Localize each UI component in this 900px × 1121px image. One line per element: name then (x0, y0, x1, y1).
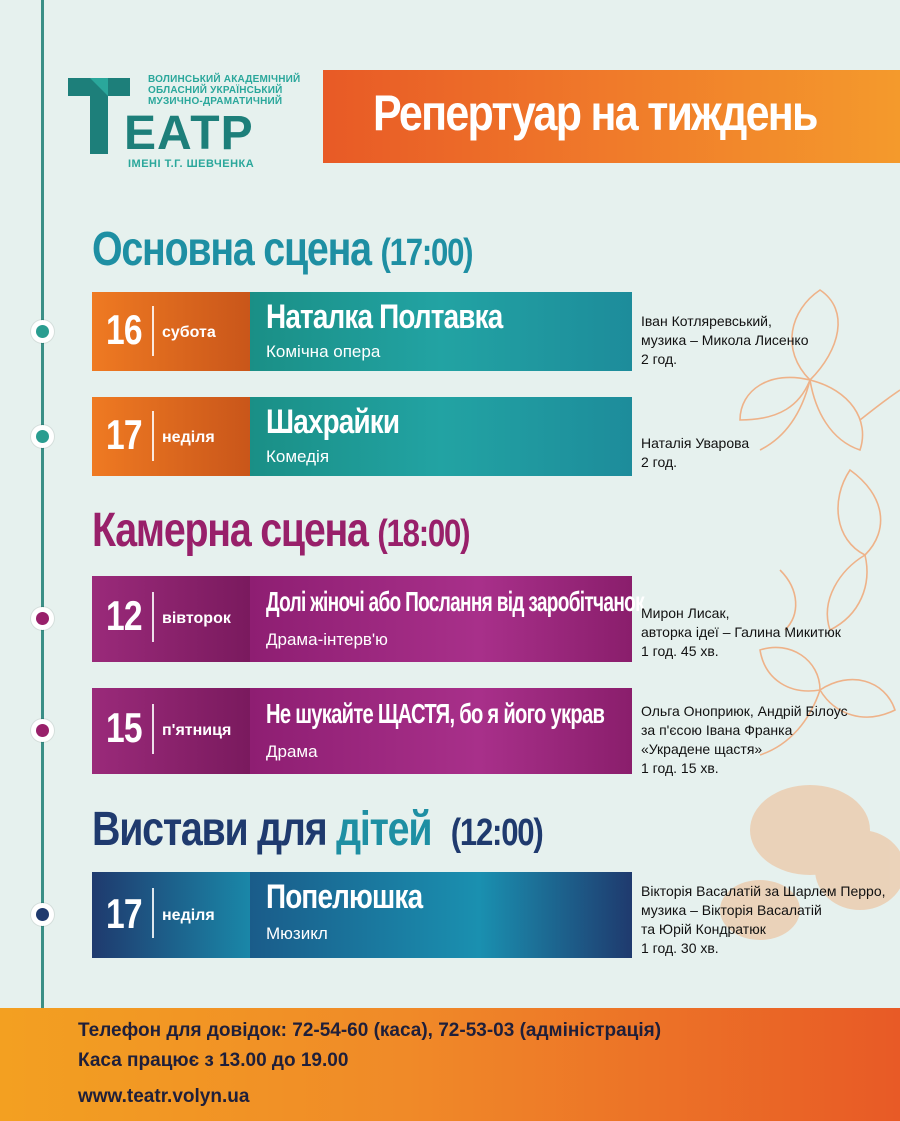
section-name: Камерна сцена (92, 504, 368, 557)
section-name: Вистави (92, 803, 248, 856)
info-duration: 1 год. 30 хв. (641, 940, 719, 956)
title-block (250, 872, 632, 958)
info-duration: 2 год. (641, 454, 678, 470)
timeline-dot (31, 425, 54, 448)
info-duration: 1 год. 15 хв. (641, 760, 719, 776)
event-genre: Комічна опера (266, 342, 381, 361)
date-divider (152, 704, 154, 754)
event-info (641, 604, 841, 661)
info-line: «Украдене щастя» (641, 741, 763, 757)
logo-line: ОБЛАСНИЙ УКРАЇНСЬКИЙ (148, 85, 283, 96)
section-time: (18:00) (377, 513, 470, 555)
event-weekday: вівторок (162, 610, 231, 627)
logo-line: ВОЛИНСЬКИЙ АКАДЕМІЧНИЙ (148, 74, 301, 85)
logo-wordmark: ЕАТР (124, 107, 254, 160)
info-line: Іван Котляревський, (641, 313, 772, 329)
info-line: за п'єсою Івана Франка (641, 722, 793, 738)
section-title-main-stage (92, 222, 472, 277)
event-day: 17 (106, 890, 142, 937)
event-info (641, 312, 809, 369)
event-genre: Мюзикл (266, 924, 328, 943)
footer-website-link[interactable]: www.teatr.volyn.ua (78, 1086, 250, 1107)
timeline-dot (31, 719, 54, 742)
title-block (250, 688, 632, 774)
section-name: Основна сцена (92, 223, 371, 276)
event-genre: Драма (266, 742, 318, 761)
section-name-part: для (257, 803, 327, 856)
info-line: Ольга Оноприюк, Андрій Білоус (641, 703, 848, 719)
event-row[interactable] (92, 397, 632, 476)
event-day: 12 (106, 592, 142, 639)
event-day: 16 (106, 306, 142, 353)
info-line: музика – Вікторія Васалатій (641, 902, 822, 918)
info-duration: 2 год. (641, 351, 678, 367)
event-weekday: субота (162, 324, 216, 341)
header-banner (323, 70, 900, 163)
event-genre: Комедія (266, 447, 330, 466)
event-title: Долі жіночі або Послання від заробітчанок (266, 586, 644, 617)
event-row[interactable] (92, 872, 632, 958)
page-title: Репертуар на тиждень (373, 85, 817, 141)
date-block (92, 397, 250, 476)
logo-line: МУЗИЧНО-ДРАМАТИЧНИЙ (148, 96, 283, 107)
date-block (92, 688, 250, 774)
date-divider (152, 888, 154, 938)
info-duration: 1 год. 45 хв. (641, 643, 719, 659)
title-block (250, 292, 632, 371)
event-genre: Драма-інтерв'ю (266, 630, 388, 649)
event-weekday: неділя (162, 429, 215, 446)
info-line: Вікторія Васалатій за Шарлем Перро, (641, 883, 886, 899)
event-day: 15 (106, 704, 142, 751)
info-line: Наталія Уварова (641, 435, 750, 451)
info-line: авторка ідеї – Галина Микитюк (641, 624, 841, 640)
footer-phone: Телефон для довідок: 72-54-60 (каса), 72-53-03 (адміністрація) (78, 1020, 662, 1041)
section-title-kids (92, 802, 543, 857)
title-block (250, 576, 644, 662)
event-row[interactable] (92, 688, 632, 774)
timeline-dot (31, 607, 54, 630)
timeline-line (41, 0, 44, 1010)
date-block (92, 872, 250, 958)
event-day: 17 (106, 411, 142, 458)
footer-hours: Каса працює з 13.00 до 19.00 (78, 1050, 349, 1071)
date-divider (152, 411, 154, 461)
event-title: Шахрайки (266, 403, 400, 441)
info-line: музика – Микола Лисенко (641, 332, 809, 348)
event-title: Наталка Полтавка (266, 298, 503, 336)
event-row[interactable] (92, 292, 632, 371)
date-block (92, 292, 250, 371)
event-info (641, 702, 848, 778)
section-title-chamber-stage (92, 503, 469, 558)
event-title: Попелюшка (266, 878, 423, 916)
section-time: (12:00) (450, 812, 543, 854)
date-divider (152, 592, 154, 642)
event-weekday: неділя (162, 907, 215, 924)
theatre-t-icon (68, 78, 130, 154)
section-name-accent: дітей (336, 803, 432, 856)
event-info (641, 882, 886, 958)
footer-band (0, 1008, 900, 1121)
title-block (250, 397, 632, 476)
event-info (641, 434, 749, 472)
event-weekday: п'ятниця (162, 722, 232, 739)
event-row[interactable] (92, 576, 644, 662)
date-divider (152, 306, 154, 356)
theatre-logo (68, 72, 308, 172)
event-title: Не шукайте ЩАСТЯ, бо я його украв (266, 698, 605, 729)
info-line: Мирон Лисак, (641, 605, 730, 621)
logo-caption (148, 74, 300, 107)
timeline-dot (31, 320, 54, 343)
date-block (92, 576, 250, 662)
info-line: та Юрій Кондратюк (641, 921, 766, 937)
logo-subtitle: ІМЕНІ Т.Г. ШЕВЧЕНКА (128, 158, 255, 170)
timeline-dot (31, 903, 54, 926)
section-time: (17:00) (380, 232, 473, 274)
